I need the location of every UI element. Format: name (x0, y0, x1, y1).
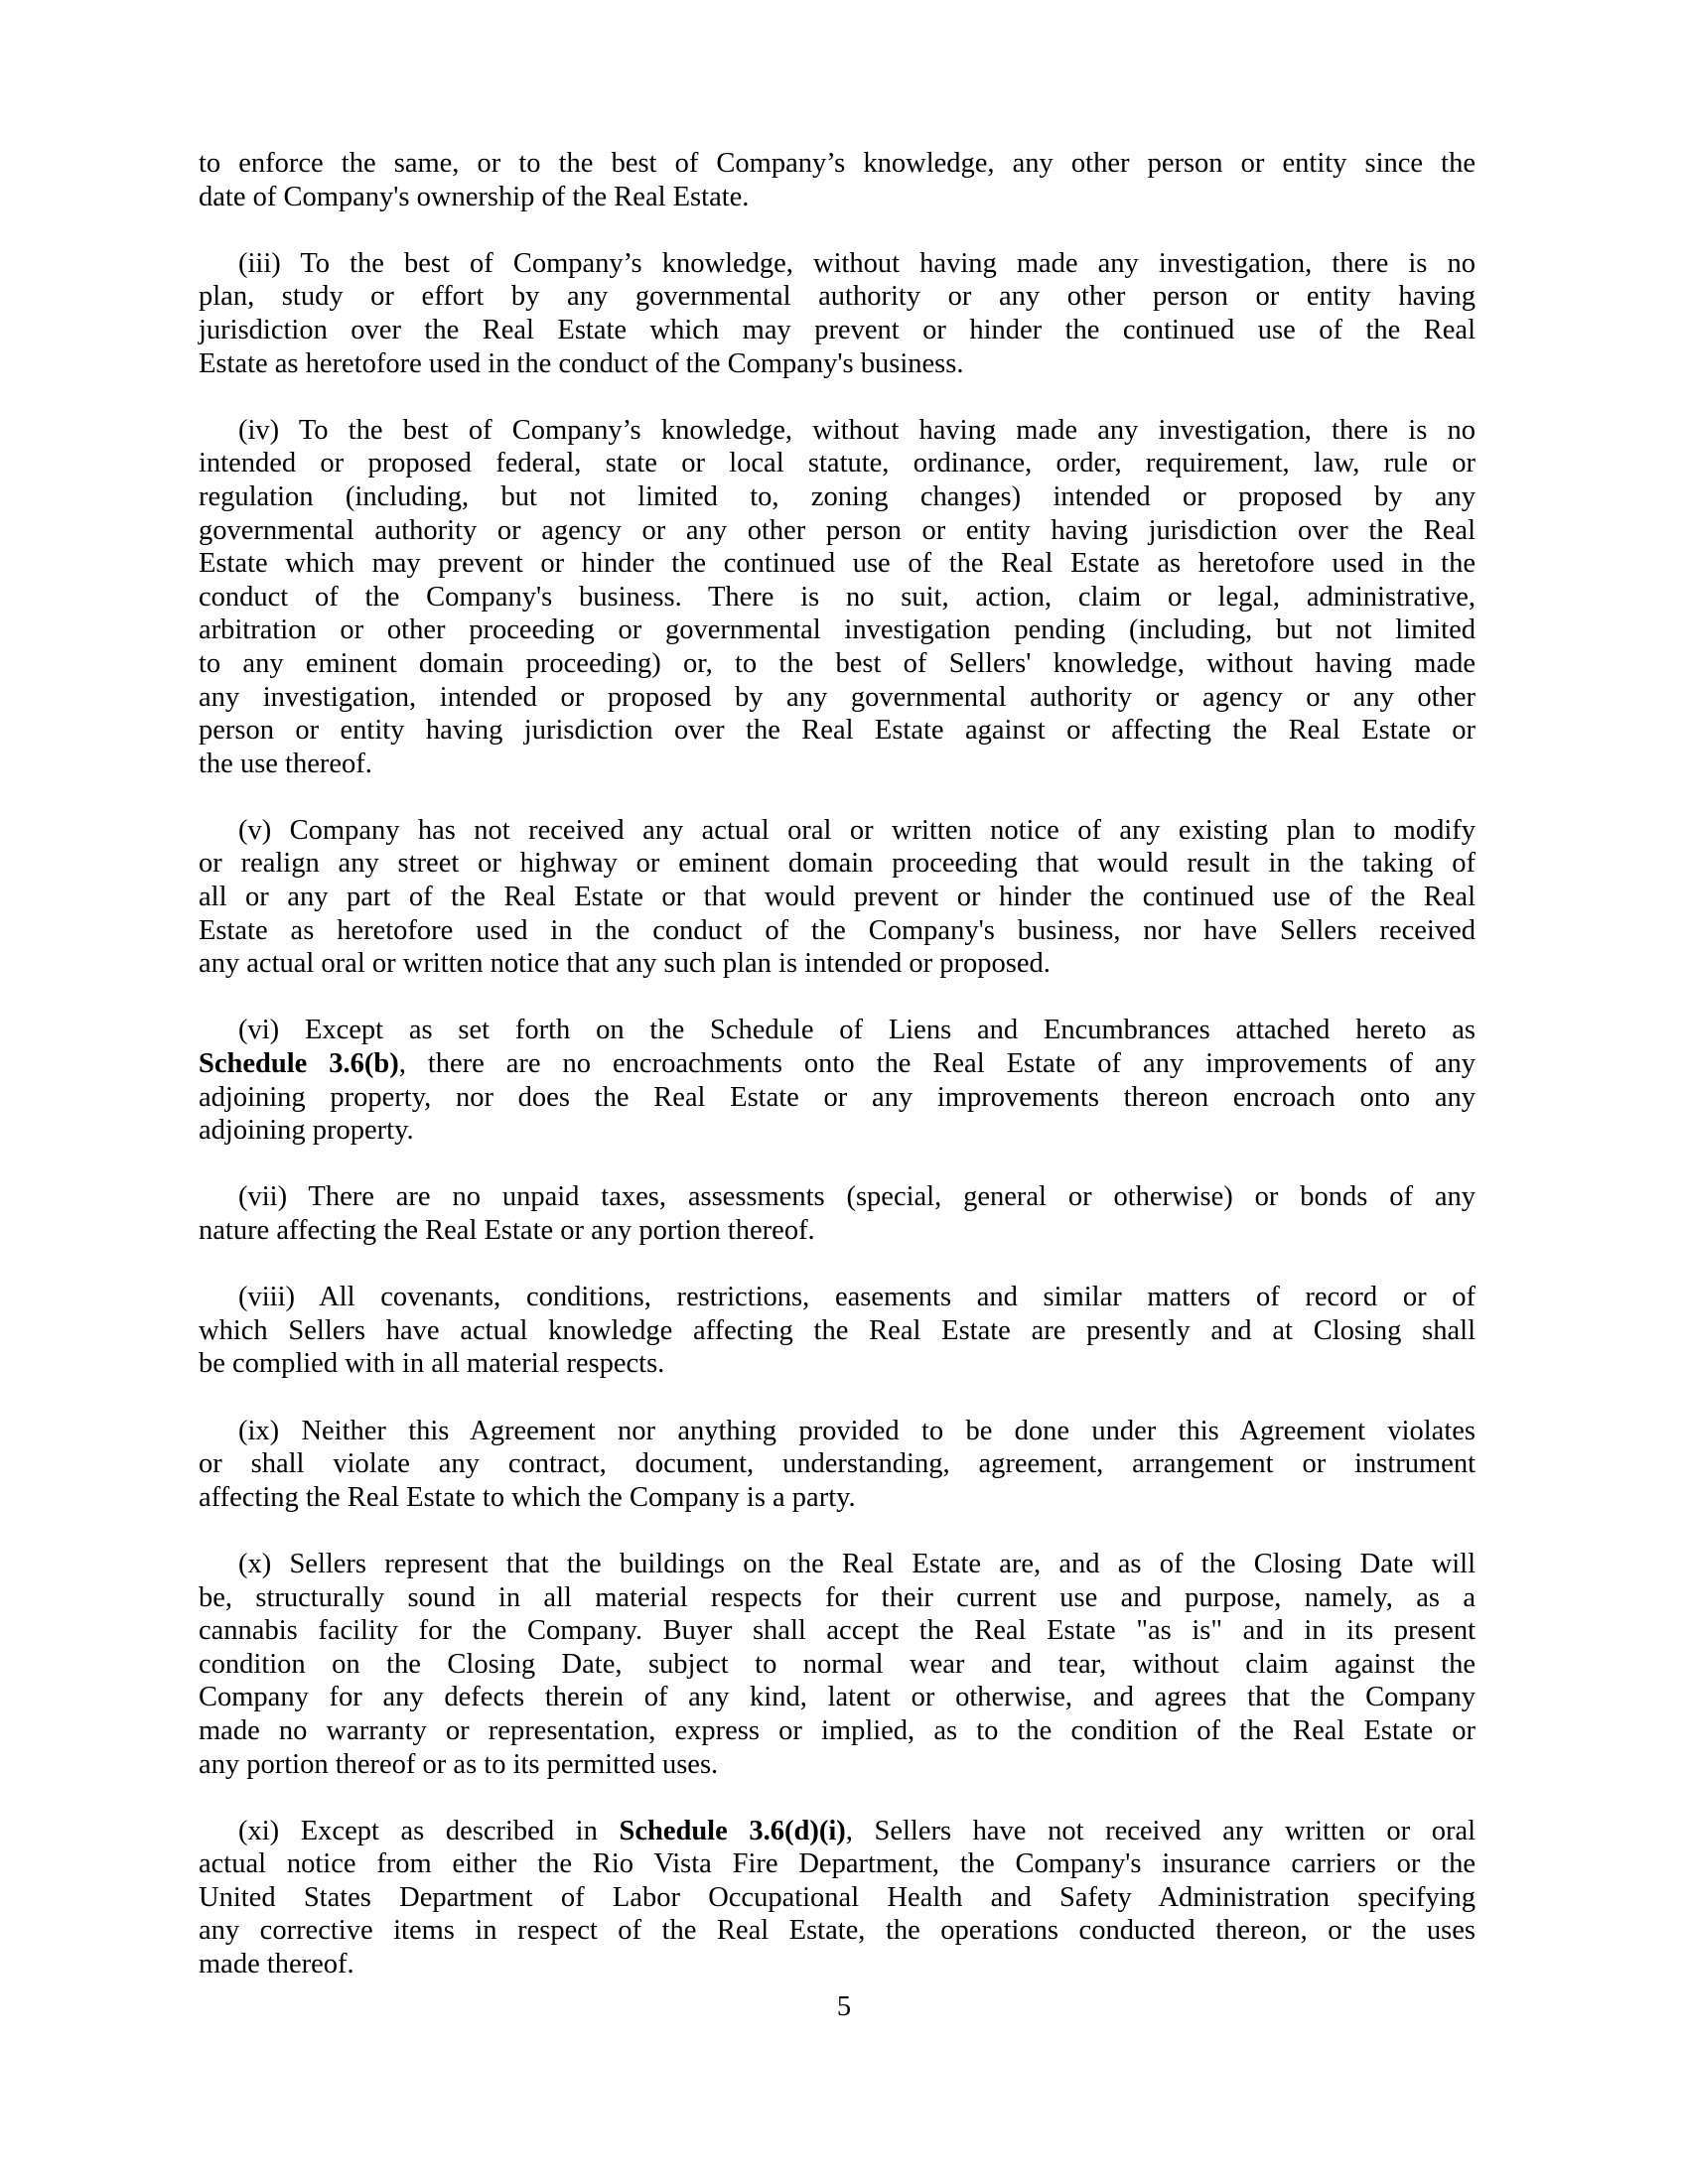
text-segment: arbitration or other proceeding or governmental investigation pending (including, but not limited (199, 614, 1476, 646)
text-line (199, 914, 1476, 948)
text-segment: nature affecting the Real Estate or any portion thereof. (199, 1215, 815, 1246)
page-number: 5 (836, 1991, 852, 2022)
text-segment: plan, study or effort by any governmental authority or any other person or entity having (199, 281, 1476, 313)
text-segment: to enforce the same, or to the best of Company’s knowledge, any other person or entity since the (199, 148, 1476, 179)
text-segment: made thereof. (199, 1949, 354, 1980)
text-segment: be, structurally sound in all material respects for their current use and purpose, namely, as a (199, 1581, 1476, 1613)
paragraph (199, 1815, 1476, 1981)
text-segment: to any eminent domain proceeding) or, to the best of Sellers' knowledge, without having made (199, 647, 1476, 679)
bold-reference: Schedule 3.6(b) (199, 1048, 399, 1080)
text-line (199, 681, 1476, 715)
text-line (199, 1815, 1476, 1848)
text-segment: (v) Company has not received any actual oral or written notice of any existing plan to modify (238, 814, 1476, 846)
text-line (199, 1347, 1476, 1381)
text-line (199, 547, 1476, 581)
bold-reference: Schedule 3.6(d)(i) (619, 1815, 846, 1846)
text-line (199, 247, 1476, 281)
text-segment: Company for any defects therein of any kind, latent or otherwise, and agrees that the Company (199, 1682, 1476, 1713)
text-segment: (vii) There are no unpaid taxes, assessments (special, general or otherwise) or bonds of any (238, 1181, 1476, 1213)
text-segment: or shall violate any contract, document, understanding, agreement, arrangement or instrument (199, 1448, 1476, 1480)
text-segment: adjoining property, nor does the Real Estate or any improvements thereon encroach onto any (199, 1081, 1476, 1113)
text-line (199, 881, 1476, 914)
paragraph (199, 247, 1476, 380)
text-line (199, 1447, 1476, 1481)
text-line (199, 1014, 1476, 1047)
text-segment: any investigation, intended or proposed by any governmental authority or agency or any other (199, 681, 1476, 713)
text-segment: or realign any street or highway or eminent domain proceeding that would result in the taking of (199, 848, 1476, 880)
text-line (199, 947, 1476, 981)
text-segment: intended or proposed federal, state or local statute, ordinance, order, requirement, law, rule or (199, 448, 1476, 479)
text-segment: regulation (including, but not limited to, zoning changes) intended or proposed by any (199, 480, 1476, 512)
text-line (199, 1548, 1476, 1581)
text-line (199, 1914, 1476, 1948)
text-segment: (iii) To the best of Company’s knowledge, without having made any investigation, there is no (238, 247, 1476, 279)
text-line (199, 1114, 1476, 1148)
text-segment: jurisdiction over the Real Estate which may prevent or hinder the continued use of the Real (199, 314, 1476, 345)
text-line (199, 647, 1476, 681)
text-segment: any corrective items in respect of the Real Estate, the operations conducted thereon, or the uses (199, 1915, 1476, 1947)
paragraph (199, 1014, 1476, 1147)
text-segment: (vi) Except as set forth on the Schedule of Liens and Encumbrances attached hereto as (238, 1015, 1476, 1046)
text-segment: date of Company's ownership of the Real Estate. (199, 181, 750, 212)
text-segment: made no warranty or representation, express or implied, as to the condition of the Real Estate or (199, 1714, 1476, 1746)
text-segment: , Sellers have not received any written or oral (845, 1815, 1477, 1846)
paragraph (199, 1548, 1476, 1781)
text-line (199, 1847, 1476, 1881)
text-line (199, 614, 1476, 647)
paragraph (199, 414, 1476, 781)
text-line (199, 1281, 1476, 1314)
text-line (199, 514, 1476, 548)
text-line (199, 847, 1476, 881)
text-segment: adjoining property. (199, 1115, 414, 1147)
text-line (199, 1714, 1476, 1748)
text-segment: the use thereof. (199, 748, 372, 779)
text-segment: (x) Sellers represent that the buildings on the Real Estate are, and as of the Closing Date will (238, 1548, 1476, 1579)
paragraph (199, 814, 1476, 981)
text-line (199, 1180, 1476, 1214)
text-segment: affecting the Real Estate to which the Company is a party. (199, 1481, 856, 1513)
text-line (199, 1948, 1476, 1981)
text-segment: Estate as heretofore used in the conduct of the Company's business, nor have Sellers received (199, 914, 1476, 946)
text-line (199, 280, 1476, 314)
text-line (199, 1748, 1476, 1782)
text-segment: cannabis facility for the Company. Buyer shall accept the Real Estate "as is" and in its present (199, 1615, 1476, 1647)
text-line (199, 181, 1476, 214)
text-segment: (iv) To the best of Company’s knowledge, without having made any investigation, there is no (238, 414, 1476, 446)
text-segment: any portion thereof or as to its permitted uses. (199, 1748, 719, 1780)
text-segment: United States Department of Labor Occupational Health and Safety Administration specifying (199, 1881, 1476, 1913)
text-segment: be complied with in all material respects. (199, 1348, 665, 1380)
text-line (199, 1614, 1476, 1648)
text-segment: actual notice from either the Rio Vista Fire Department, the Company's insurance carriers or the (199, 1848, 1476, 1880)
text-line (199, 581, 1476, 614)
text-segment: any actual oral or written notice that any such plan is intended or proposed. (199, 948, 1051, 980)
text-segment: Estate which may prevent or hinder the continued use of the Real Estate as heretofore used in the (199, 548, 1476, 580)
text-line (199, 414, 1476, 448)
text-line (199, 1081, 1476, 1115)
text-line (199, 347, 1476, 381)
text-segment: governmental authority or agency or any other person or entity having jurisdiction over the Real (199, 514, 1476, 546)
text-line (199, 814, 1476, 848)
text-line (199, 480, 1476, 514)
text-segment: conduct of the Company's business. There is no suit, action, claim or legal, administrative, (199, 581, 1476, 613)
text-line (199, 1047, 1476, 1081)
text-segment: (xi) Except as described in (238, 1815, 620, 1846)
text-segment: all or any part of the Real Estate or that would prevent or hinder the continued use of the Real (199, 882, 1476, 913)
paragraph (199, 1415, 1476, 1515)
text-segment: , there are no encroachments onto the Real Estate of any improvements of any (398, 1048, 1476, 1080)
text-line (199, 1314, 1476, 1348)
text-line (199, 1881, 1476, 1915)
text-line (199, 714, 1476, 748)
text-segment: (ix) Neither this Agreement nor anything provided to be done under this Agreement violates (238, 1415, 1476, 1446)
text-segment: (viii) All covenants, conditions, restrictions, easements and similar matters of record or of (238, 1282, 1476, 1313)
text-line (199, 314, 1476, 347)
text-line (199, 1481, 1476, 1515)
text-segment: condition on the Closing Date, subject to normal wear and tear, without claim against the (199, 1648, 1476, 1680)
text-segment: which Sellers have actual knowledge affecting the Real Estate are presently and at Closing shall (199, 1314, 1476, 1346)
text-line (199, 1648, 1476, 1682)
text-line (199, 147, 1476, 181)
paragraph (199, 1180, 1476, 1247)
text-line (199, 1415, 1476, 1448)
document-body (199, 147, 1476, 2014)
paragraph (199, 147, 1476, 213)
paragraph (199, 1281, 1476, 1381)
text-line (199, 748, 1476, 781)
text-line (199, 1681, 1476, 1714)
text-segment: Estate as heretofore used in the conduct of the Company's business. (199, 347, 964, 379)
text-segment: person or entity having jurisdiction over the Real Estate against or affecting the Real Estate or (199, 715, 1476, 747)
text-line (199, 447, 1476, 480)
text-line (199, 1214, 1476, 1248)
text-line (199, 1581, 1476, 1615)
